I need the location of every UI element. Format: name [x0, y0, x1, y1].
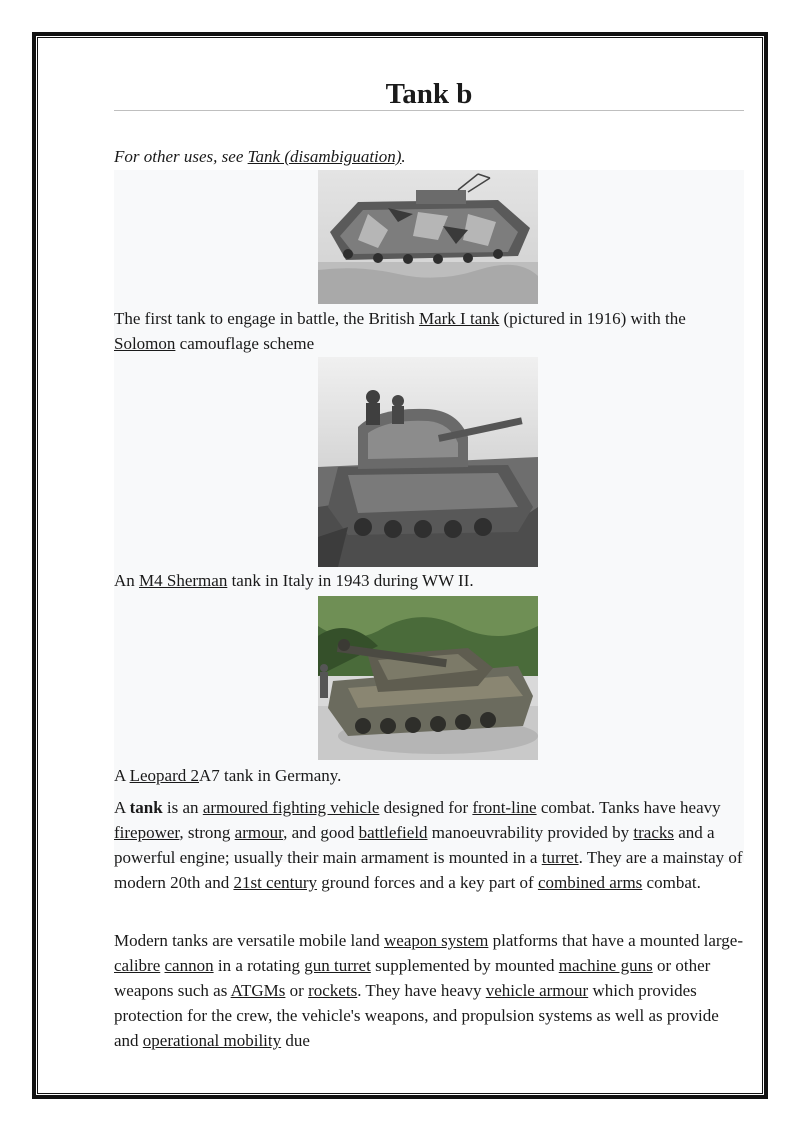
mark-i-tank-image [318, 170, 538, 304]
text-run: designed for [379, 798, 473, 817]
text-run: in a rotating [213, 956, 305, 975]
combined-arms-link[interactable]: combined arms [537, 873, 643, 892]
text-run: which provides protection for the crew, the vehicle's weapons, and propulsion systems as well as provide and [114, 981, 719, 1050]
text-run: combat. [642, 873, 701, 892]
gun-turret-link[interactable]: gun turret [304, 956, 371, 975]
afv-link[interactable]: armoured fighting vehicle [202, 798, 380, 817]
hatnote-prefix: For other uses, see [114, 147, 248, 166]
mark-i-tank-link[interactable]: Mark I tank [418, 309, 500, 328]
solomon-link[interactable]: Solomon [114, 334, 176, 353]
intro-paragraph-2 [114, 928, 744, 1053]
text-run: and a powerful engine; usually their main armament is mounted in a [114, 823, 715, 867]
armour-link[interactable]: armour [234, 823, 284, 842]
leopard-2-link[interactable]: Leopard 2 [129, 766, 199, 785]
operational-mobility-link[interactable]: operational mobility [142, 1031, 282, 1050]
text-run: manoeuvrability provided by [427, 823, 634, 842]
text-run: combat. Tanks have heavy [536, 798, 721, 817]
vehicle-armour-link[interactable]: vehicle armour [485, 981, 589, 1000]
rockets-link[interactable]: rockets [308, 981, 358, 1000]
bold-term: tank [129, 798, 163, 817]
text-run: . They are a mainstay of modern 20th and [114, 848, 743, 892]
intro-paragraph-1 [114, 795, 744, 895]
text-run: or other weapons such as [114, 956, 711, 1000]
caption-text: A7 tank in Germany. [198, 766, 342, 785]
text-run: Modern tanks are versatile mobile land [114, 931, 385, 950]
text-run: , and good [283, 823, 359, 842]
calibre-link[interactable]: calibre [114, 956, 161, 975]
caption-text: A [114, 766, 130, 785]
figure-caption-3 [114, 763, 734, 788]
caption-text: (pictured in 1916) with the [499, 309, 686, 328]
disambiguation-link[interactable]: Tank (disambiguation) [247, 147, 402, 166]
text-run: A [114, 798, 130, 817]
article-content [114, 76, 744, 1050]
m4-sherman-image [318, 357, 538, 567]
text-run: or [285, 981, 309, 1000]
infobox-images [114, 170, 744, 862]
text-run: is an [162, 798, 203, 817]
text-run: ground forces and a key part of [317, 873, 538, 892]
caption-text: tank in Italy in 1943 during WW II. [227, 571, 474, 590]
text-run: platforms that have a mounted large- [488, 931, 743, 950]
tracks-link[interactable]: tracks [633, 823, 674, 842]
front-line-link[interactable]: front-line [472, 798, 537, 817]
text-run: . They have heavy [357, 981, 486, 1000]
caption-text: An [114, 571, 140, 590]
text-run: due [281, 1031, 310, 1050]
hatnote-suffix: . [401, 147, 406, 166]
text-run: , strong [179, 823, 235, 842]
21st-century-link[interactable]: 21st century [233, 873, 318, 892]
atgms-link[interactable]: ATGMs [230, 981, 286, 1000]
leopard-2a7-image [318, 596, 538, 760]
hatnote [114, 146, 406, 168]
caption-text: The first tank to engage in battle, the British [114, 309, 419, 328]
cannon-link[interactable]: cannon [164, 956, 214, 975]
turret-link[interactable]: turret [541, 848, 579, 867]
page-title: Tank b [114, 76, 744, 111]
figure-caption-1 [114, 306, 734, 356]
machine-guns-link[interactable]: machine guns [558, 956, 653, 975]
text-run: supplemented by mounted [370, 956, 559, 975]
battlefield-link[interactable]: battlefield [358, 823, 428, 842]
weapon-system-link[interactable]: weapon system [384, 931, 489, 950]
firepower-link[interactable]: firepower [114, 823, 180, 842]
figure-caption-2 [114, 568, 734, 593]
caption-text: camouflage scheme [175, 334, 315, 353]
m4-sherman-link[interactable]: M4 Sherman [139, 571, 228, 590]
